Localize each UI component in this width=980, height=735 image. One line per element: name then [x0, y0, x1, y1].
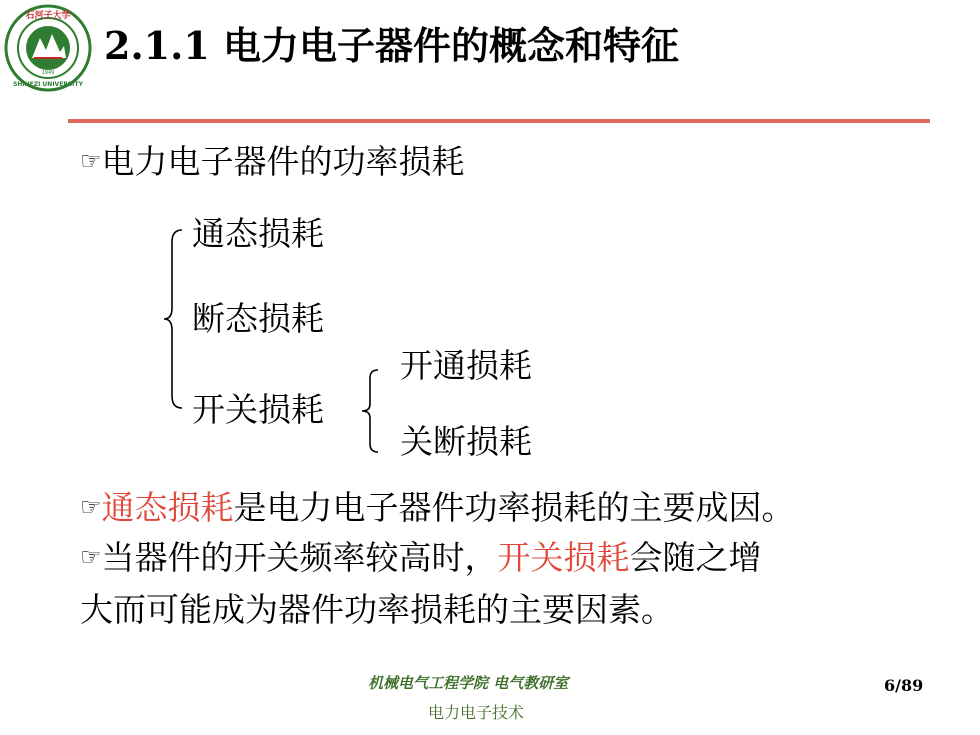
tree-subitem-turn-on-loss: 开通损耗	[400, 346, 532, 385]
highlight-on-state-loss: 通态损耗	[101, 488, 234, 527]
bullet-text: 是电力电子器件功率损耗的主要成因。	[233, 488, 795, 527]
bullet-text: 电力电子器件的功率损耗	[101, 142, 465, 181]
university-logo	[4, 4, 92, 92]
bullet-text-before: 当器件的开关频率较高时，	[101, 538, 498, 577]
title-divider	[68, 119, 930, 123]
tree-subitem-turn-off-loss: 关断损耗	[400, 422, 532, 461]
logo-text-top: 石河子大学	[25, 11, 71, 21]
bullet-main-cause	[80, 486, 795, 532]
bullet-high-frequency	[80, 536, 762, 582]
bullet-power-loss	[80, 140, 465, 186]
pointing-hand-icon: ☞	[80, 542, 102, 571]
tree-item-switching-loss: 开关损耗	[192, 390, 324, 429]
page-number: 6/89	[884, 676, 924, 695]
bullet-text-after: 会随之增	[629, 538, 762, 577]
pointing-hand-icon: ☞	[80, 146, 102, 175]
footer-department: 机械电气工程学院 电气教研室	[368, 674, 569, 692]
pointing-hand-icon: ☞	[80, 492, 102, 521]
logo-year: 1949	[41, 70, 55, 76]
tree-item-on-state-loss: 通态损耗	[192, 214, 324, 253]
logo-text-bottom: SHIHEZI UNIVERSITY	[13, 81, 83, 88]
bullet-continuation: 大而可能成为器件功率损耗的主要因素。	[80, 590, 674, 629]
footer-course: 电力电子技术	[428, 703, 525, 722]
tree-item-off-state-loss: 断态损耗	[192, 299, 324, 338]
slide-title: 2.1.1 电力电子器件的概念和特征	[104, 23, 680, 68]
highlight-switching-loss: 开关损耗	[497, 538, 630, 577]
sub-brace	[356, 368, 382, 454]
main-brace	[160, 228, 186, 410]
